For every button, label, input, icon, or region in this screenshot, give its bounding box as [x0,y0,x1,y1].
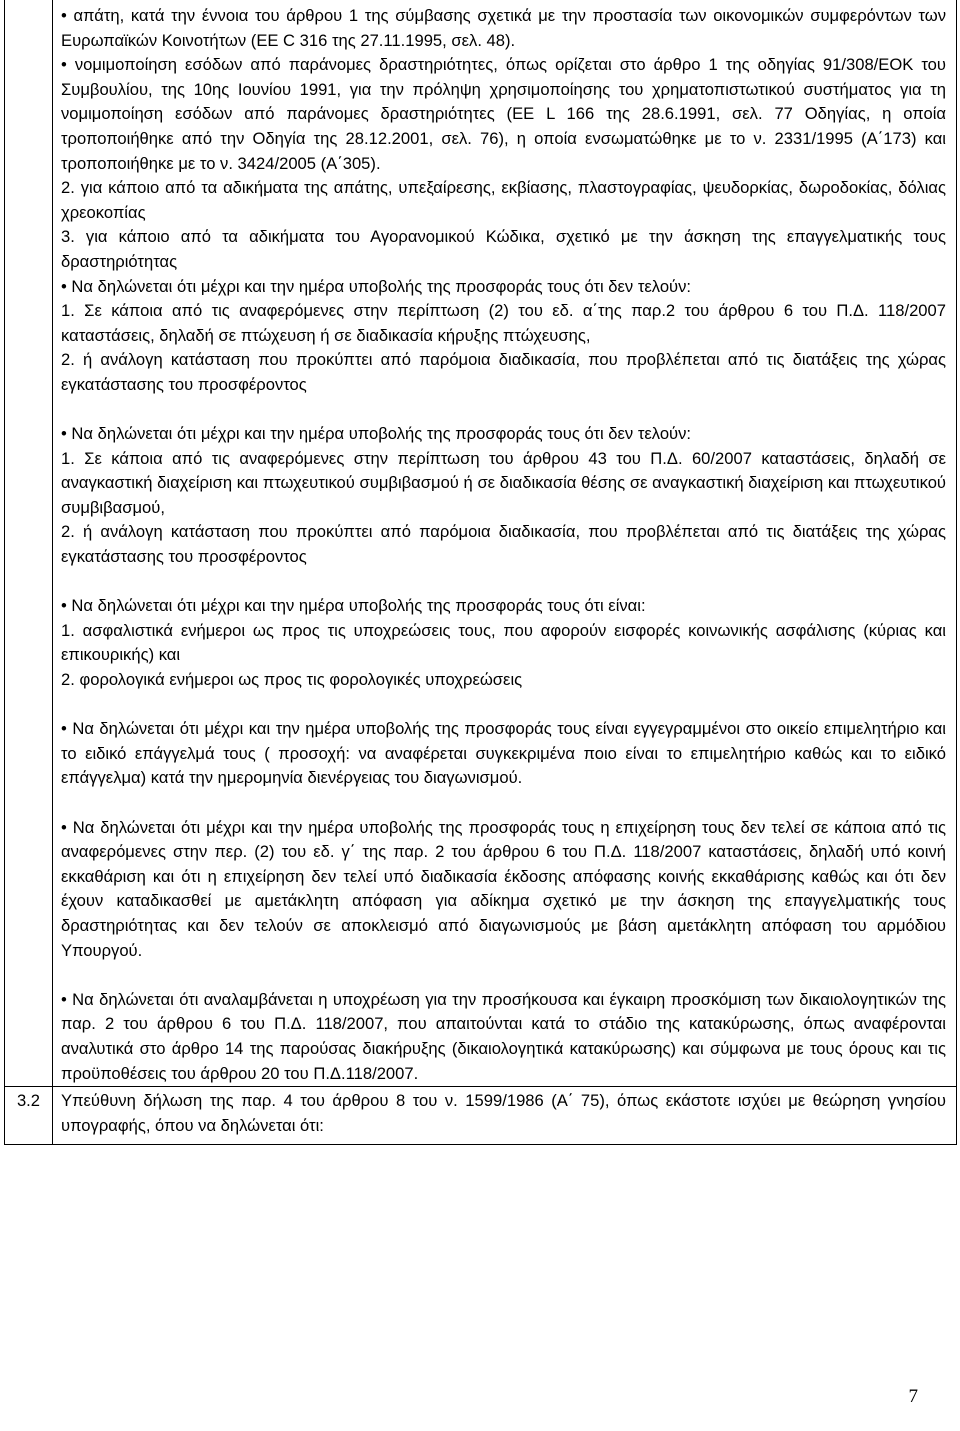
blank-line [61,693,946,718]
table-row-section-3-2 [5,1087,957,1145]
paragraph-declare-are: • Να δηλώνεται ότι μέχρι και την ημέρα υποβολής της προσφοράς τους ότι είναι: [61,596,646,616]
paragraph-insurance-compliance: 1. ασφαλιστικά ενήμεροι ως προς τις υποχρεώσεις τους, που αφορούν εισφορές κοινωνικής ασφάλισης (κύριας και επικουρικής) και [61,620,946,665]
table-row-main [5,0,957,1087]
paragraph-analogous-1: 2. ή ανάλογη κατάσταση που προκύπτει από παρόμοια διαδικασία, που προβλέπεται από τις διατάξεις της χώρας εγκατάστασης του προσφέροντος [61,350,946,394]
blank-line [61,963,946,988]
document-table [4,0,957,1145]
paragraph-declare-not-in-1: • Να δηλώνεται ότι μέχρι και την ημέρα υποβολής της προσφοράς τους ότι δεν τελούν: [61,276,692,296]
blank-line [61,570,946,595]
paragraph-chamber-registration: • Να δηλώνεται ότι μέχρι και την ημέρα υποβολής της προσφοράς τους είναι εγγεγραμμένοι στο οικείο επιμελητήριο και το ειδικό επάγγελμά τους ( προσοχή: να αναφέρεται συγκεκριμένα ποιο είναι το επιμελητήριο καθώς και το ειδικό επάγγελμα) κατά την ημερομηνία διενέργειας του διαγωνισμού. [61,719,946,788]
blank-line [61,398,946,423]
paragraph-fraud: • απάτη, κατά την έννοια του άρθρου 1 της σύμβασης σχετικά με την προστασία των οικονομικών συμφερόντων των Ευρωπαϊκών Κοινοτήτων (ΕΕ C 316 της 27.11.1995, σελ. 48). [61,6,946,50]
number-cell-empty [5,0,53,1087]
paragraph-liquidation: • Να δηλώνεται ότι μέχρι και την ημέρα υποβολής της προσφοράς τους η επιχείρηση τους δεν τελεί σε κάποια από τις αναφερόμενες στην περ. (2) του εδ. γ΄ της παρ. 2 του άρθρου 6 του Π.Δ. 118/2007 καταστάσεις, δηλαδή υπό κοινή εκκαθάριση και ότι η επιχείρηση δεν τελεί υπό διαδικασία έκδοσης απόφασης κοινής εκκαθάρισης καθώς και ότι δεν έχουν καταδικασθεί με αμετάκλητη απόφαση για αδίκημα σχετικό με την άσκηση της επαγγελματικής τους δραστηριότητας και δεν τελούν σε αποκλεισμό από διαγωνισμούς με βάση αμετάκλητη απόφαση του αρμόδιου Υπουργού. [61,817,946,960]
section-number: 3.2 [16,1091,41,1111]
paragraph-declare-not-in-2: • Να δηλώνεται ότι μέχρι και την ημέρα υποβολής της προσφοράς τους ότι δεν τελούν: [61,424,692,444]
body-cell-main [53,0,957,1087]
number-cell-3-2 [5,1087,53,1145]
paragraph-documents-obligation: • Να δηλώνεται ότι αναλαμβάνεται η υποχρέωση για την προσήκουσα και έγκαιρη προσκόμιση των δικαιολογητικών της παρ. 2 του άρθρου 6 του Π.Δ. 118/2007, που απαιτούνται κατά το στάδιο της κατακύρωσης, όπως αναφέρονται αναλυτικά στο άρθρο 14 της παρούσας διακήρυξης (δικαιολογητικά κατακύρωσης) και σύμφωνα με τους όρους και τις προϋποθέσεις του άρθρου 20 του Π.Δ.118/2007. [61,989,946,1083]
paragraph-market-code: 3. για κάποιο από τα αδικήματα του Αγορανομικού Κώδικα, σχετικό με την άσκηση της επαγγελματικής τους δραστηριότητας [61,227,946,271]
paragraph-solemn-declaration: Υπεύθυνη δήλωση της παρ. 4 του άρθρου 8 του ν. 1599/1986 (Α΄ 75), όπως εκάστοτε ισχύει με θεώρηση γνησίου υπογραφής, όπου να δηλώνεται ότι: [61,1091,946,1135]
paragraph-bankruptcy: 1. Σε κάποια από τις αναφερόμενες στην περίπτωση (2) του εδ. α΄της παρ.2 του άρθρου 6 του Π.Δ. 118/2007 καταστάσεις, δηλαδή σε πτώχευση ή σε διαδικασία κήρυξης πτώχευσης, [61,301,946,345]
body-cell-3-2 [53,1087,957,1145]
paragraph-money-laundering: • νομιμοποίηση εσόδων από παράνομες δραστηριότητες, όπως ορίζεται στο άρθρο 1 της οδηγίας 91/308/ΕΟΚ του Συμβουλίου, της 10ης Ιουνίου 1991, για την πρόληψη χρησιμοποίησης του χρηματοπιστωτικού συστήματος για τη νομιμοποίηση εσόδων από παράνομες δραστηριότητες (ΕΕ L 166 της 28.6.1991, σελ. 77 Οδηγίας, η οποία τροποποιήθηκε από την Οδηγία της 28.12.2001, σελ. 76), η οποία ενσωματώθηκε με το ν. 2331/1995 (Α΄173) και τροποποιήθηκε με το ν. 3424/2005 (Α΄305). [61,55,946,173]
paragraph-tax-compliance: 2. φορολογικά ενήμεροι ως προς τις φορολογικές υποχρεώσεις [61,670,523,690]
paragraph-analogous-2: 2. ή ανάλογη κατάσταση που προκύπτει από παρόμοια διαδικασία, που προβλέπεται από τις διατάξεις της χώρας εγκατάστασης του προσφέροντος [61,522,946,567]
paragraph-offences-list: 2. για κάποιο από τα αδικήματα της απάτης, υπεξαίρεσης, εκβίασης, πλαστογραφίας, ψευδορκίας, δωροδοκίας, δόλιας χρεοκοπίας [61,178,946,222]
blank-line [61,791,946,816]
paragraph-compulsory-administration: 1. Σε κάποια από τις αναφερόμενες στην περίπτωση του άρθρου 43 του Π.Δ. 60/2007 καταστάσεις, δηλαδή σε αναγκαστική διαχείριση και πτωχευτικού συμβιβασμού ή σε διαδικασία θέσης σε αναγκαστική διαχείριση και πτωχευτικού συμβιβασμού, [61,448,946,517]
page-number: 7 [908,1386,918,1407]
